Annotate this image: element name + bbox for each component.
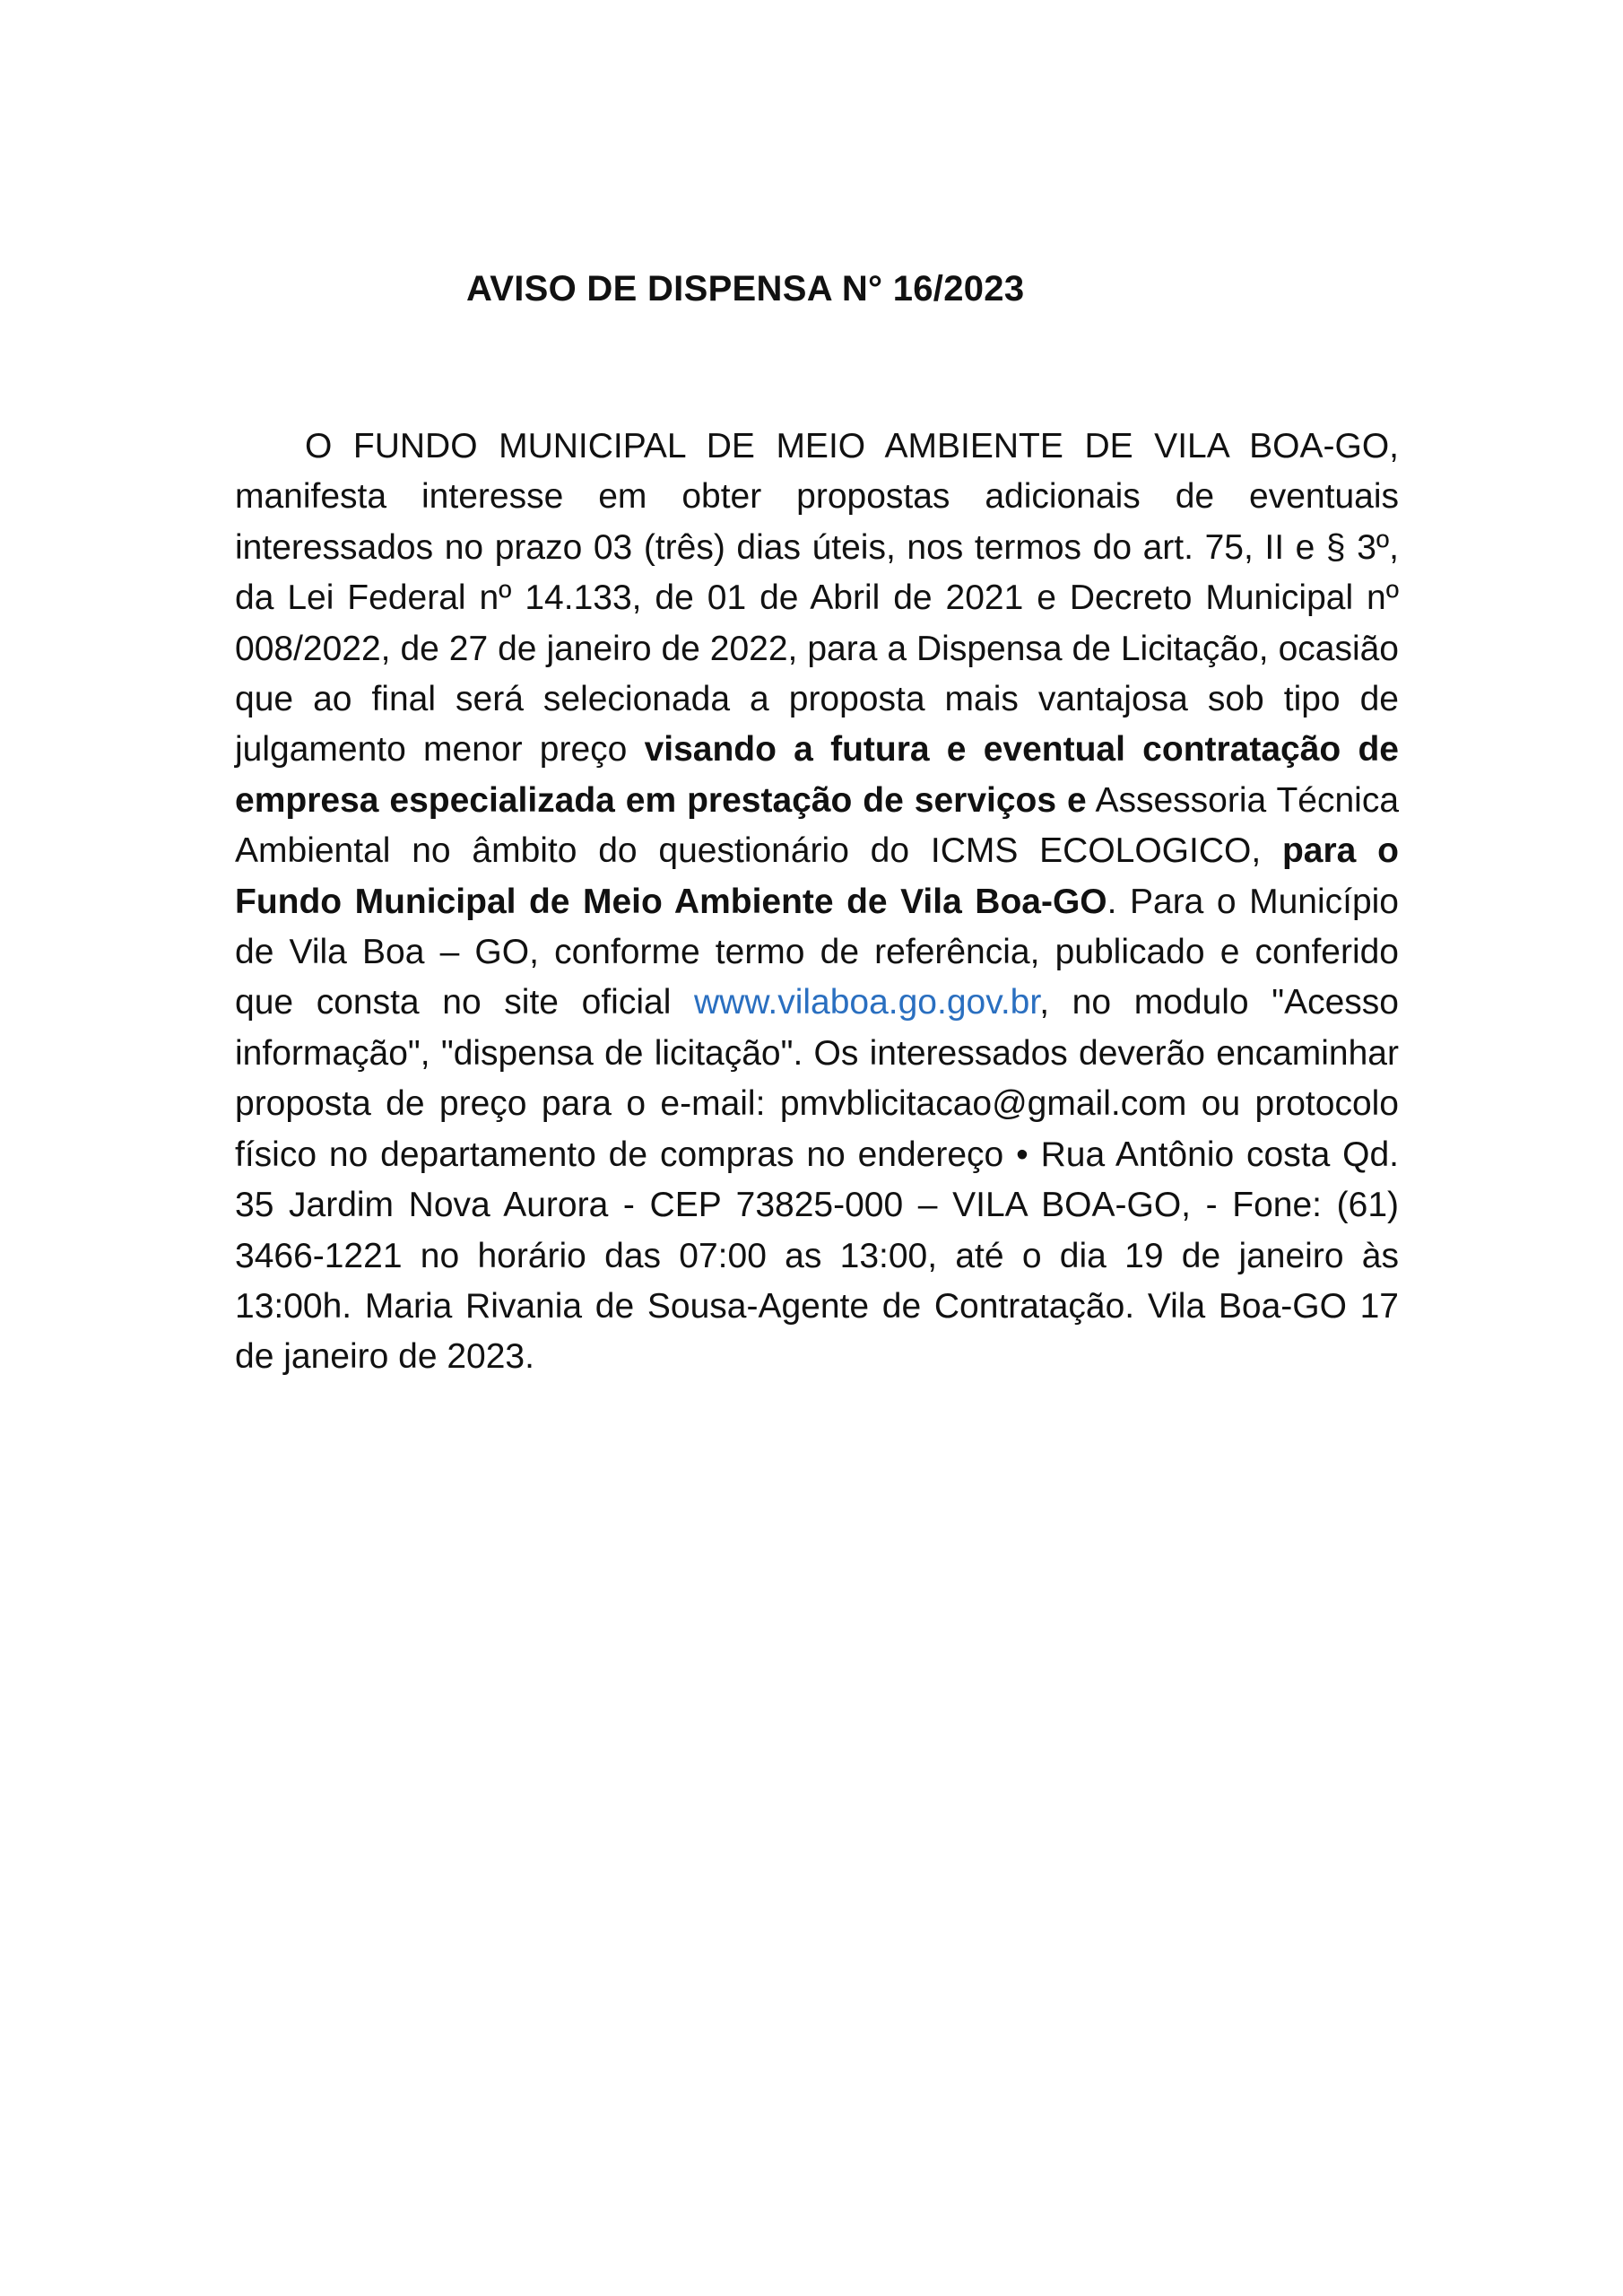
paragraph-text-4: , no modulo "Acesso informação", "dispensa de licitação". Os interessados deverão encaminhar proposta de preço para o e-mail: pmvblicitacao@gmail.com ou protocolo físico no departamento de compras no endereço • Rua Antônio costa Qd. 35 Jardim Nova Aurora - CEP 73825-000 – VILA BOA-GO, - Fone: (61) 3466-1221 no horário das 07:00 as 13:00, até o dia 19 de janeiro às 13:00h. Maria Rivania de Sousa-Agente de Contratação. Vila Boa-GO 17 de janeiro de 2023. [235,983,1400,1377]
paragraph-text-1: O FUNDO MUNICIPAL DE MEIO AMBIENTE DE VILA BOA-GO, manifesta interesse em obter propostas adicionais de eventuais interessados no prazo 03 (três) dias úteis, nos termos do art. 75, II e § 3º, da Lei Federal nº 14.133, de 01 de Abril de 2021 e Decreto Municipal nº 008/2022, de 27 de janeiro de 2022, para a Dispensa de Licitação, ocasião que ao final será selecionada a proposta mais vantajosa sob tipo de julgamento menor preço [235,427,1399,770]
official-site-link[interactable]: www.vilaboa.go.gov.br [694,983,1040,1022]
notice-paragraph [235,422,1399,1383]
document-title: AVISO DE DISPENSA N° 16/2023 [466,269,1025,309]
paragraph-text-2: Assessoria Técnica Ambiental no âmbito do questionário do ICMS ECOLOGICO, [235,780,1400,871]
paragraph-bold-1: visando a futura e eventual contratação de empresa especializada em prestação de serviços e [235,730,1399,820]
paragraph-bold-2: para o Fundo Municipal de Meio Ambiente de Vila Boa-GO [235,831,1399,921]
paragraph-text-3: . Para o Município de Vila Boa – GO, conforme termo de referência, publicado e conferido que consta no site oficial [235,882,1399,1022]
